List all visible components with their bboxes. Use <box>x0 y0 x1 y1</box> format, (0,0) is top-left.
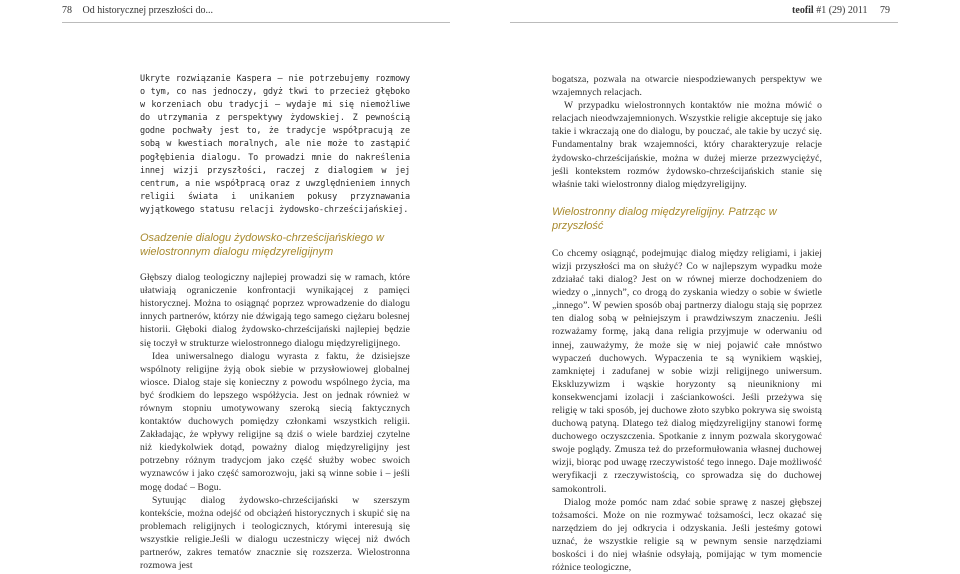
journal-name: teofil <box>792 5 814 16</box>
journal-label <box>792 5 867 16</box>
left-page-number: 78 <box>62 5 72 16</box>
right-body-paragraph-1: W przypadku wielostronnych kontaktów nie można mówić o relacjach nieodwzajemnionych. Wszystkie religie akceptuje się jako takie i wkraczają one do dialogu, by pouczać, ale takie by uczyć się. Fundamentalny brak wzajemności, który charakteryzuje relacje żydowsko-chrześcijańskie, można w dużej mierze przezwyciężyć, jeśli kontekstem rozmów żydowsko-chrześcijańskich stanie się właśnie taki wielostronny dialog międzyreligijny. <box>552 100 822 190</box>
left-section-heading: Osadzenie dialogu żydowsko-chrześcijańskiego w wielostronnym dialogu międzyreligijnym <box>140 232 384 259</box>
right-folio <box>792 5 898 17</box>
left-body-paragraph-3: Sytuując dialog żydowsko-chrześcijański w szerszym kontekście, można odejść od obciążeń historycznych i skupić się na problemach religijnych i teologicznych, którymi interesują się wszystkie religie.Jeśli w dialogu uczestniczy więcej niż dwóch partnerów, zakres tematów znacznie się rozszerza. Wielostronna rozmowa jest <box>140 494 410 572</box>
right-body-paragraph-2: Co chcemy osiągnąć, podejmując dialog między religiami, i jakiej wizji przyszłości ma on służyć? Co w najlepszym wypadku może zdziałać taki dialog? Jest on w równej mierze dochodzeniem do wiedzy o „innych”, co drogą do zyskania wiedzy o sobie w świetle „innego”. W pewien sposób obaj partnerzy dialogu stają się poprzez ten dialog sobą w pełniejszym i prawdziwszym znaczeniu. Jeśli rozważamy formę, jaką dana religia przyjmuje w oderwaniu od innej, zauważymy, że może się w niej pojawić całe mnóstwo wypaczeń duchowych. Wypaczenia te są wynikiem wąskiej, zamkniętej i zadufanej w sobie wizji religijnego uniwersum. Ekskluzywizm i wąskie horyzonty są nieunikniony mi konsekwencjami izolacji i zaściankowości. Jeśli przeżywa się religię w taki sposób, jej duchowe złoto szybko pokrywa się swoistą duchową patyną. Dlatego też dialog międzyreligijny stanowi formę duchowego oczyszczenia. Spotkanie z innym pozwala skorygować swoje poglądy. Zmusza też do przeformułowania własnej duchowej wizji, biorąc pod uwagę rzeczywistość tego innego. Daje możliwość weryfikacji z rzeczywistością, co sprowadza się do duchowej samokontroli. <box>552 247 822 495</box>
left-folio <box>62 5 213 17</box>
left-header-rule <box>62 22 450 23</box>
right-page-number: 79 <box>880 5 890 16</box>
left-body-paragraph-1: Głębszy dialog teologiczny najlepiej prowadzi się w ramach, które ułatwiają ograniczenie konfrontacji wynikającej z pamięci historycznej. Można to osiągnąć poprzez wprowadzenie do dialogu innych partnerów, którzy nie dźwigają tego samego ciężaru bolesnej historii. Głęboki dialog żydowsko-chrześcijański najlepiej będzie się toczył w strukturze wielostronnego dialogu międzyreligijnego. <box>140 272 410 349</box>
left-text-column <box>140 73 410 572</box>
left-page <box>0 0 480 572</box>
right-header-rule <box>510 22 898 23</box>
journal-issue: #1 (29) 2011 <box>816 5 868 16</box>
right-text-column <box>552 73 822 574</box>
left-running-head: Od historycznej przeszłości do... <box>82 5 214 16</box>
right-section-heading: Wielostronny dialog międzyreligijny. Patrząc w przyszłość <box>552 205 777 232</box>
right-page <box>480 0 960 574</box>
right-continued-paragraph: bogatsza, pozwala na otwarcie niespodziewanych perspektyw we wzajemnych relacjach. <box>552 74 822 99</box>
right-body-paragraph-3: Dialog może pomóc nam zdać sobie sprawę z naszej głębszej tożsamości. Może on nie rozmywać tożsamości, lecz okazać się narzędziem do jej odkrycia i odzyskania. Jeśli jesteśmy gotowi uznać, że wszystkie religie są w pewnym sensie narzędziami boskości i do niej właśnie odsyłają, pomijając w tym momencie różnice teologiczne, <box>552 496 822 574</box>
left-body-paragraph-2: Idea uniwersalnego dialogu wyrasta z faktu, że dzisiejsze wspólnoty religijne żyją obok siebie w przysłowiowej globalnej wiosce. Dialog staje się konieczny z powodu wspólnego życia, ma być środkiem do lepszego współżycia. Jest on jednak również w równym stopniu umotywowany szeroką siecią faktycznych kontaktów duchowych pomiędzy członkami wszystkich religii. Zakładając, że wpływy religijne są dziś o wiele bardziej czytelne niż kiedykolwiek dotąd, poważny dialog międzyreligijny jest potrzebny różnym tradycjom jako część służby wobec swoich wyznawców i jako część samorozwoju, jaki są winne sobie i – jeśli mogę dodać – Bogu. <box>140 350 410 493</box>
left-intro-paragraph: Ukryte rozwiązanie Kaspera – nie potrzebujemy rozmowy o tym, co nas jednoczy, gdyż tkwi to przecież głęboko w korzeniach obu tradycji – wydaje mi się niemożliwe do utrzymania z perspektywy żydowskiej. Z pewnością godne pochwały jest to, że tradycje współpracują ze sobą w kwestiach moralnych, ale nie może to zastąpić pogłębienia dialogu. To prowadzi mnie do nakreślenia innej wizji przyszłości, raczej z dialogiem w jej centrum, a nie współpracą oraz z uwzględnieniem innych religii świata i unikaniem pokusy przyznawania wyjątkowego statusu relacji żydowsko-chrześcijańskiej. <box>140 74 410 215</box>
